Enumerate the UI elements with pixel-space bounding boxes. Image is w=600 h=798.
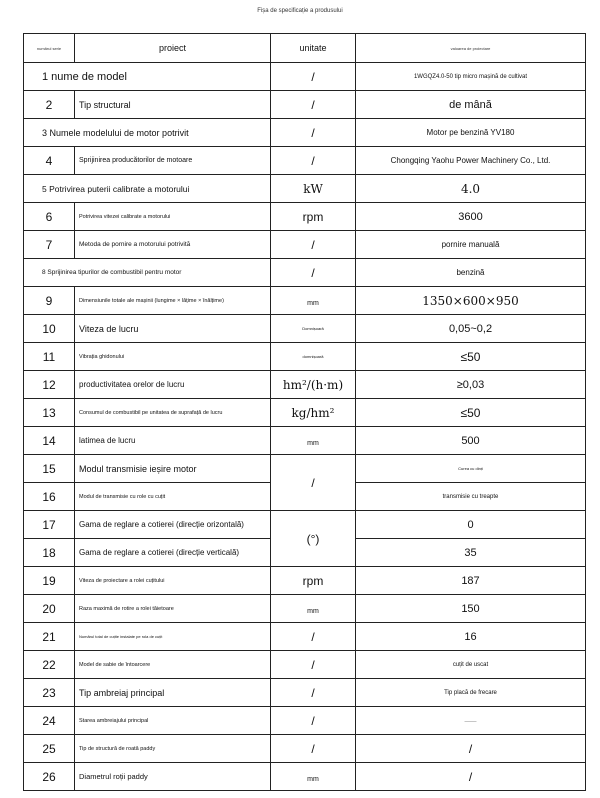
row-number: 24 xyxy=(24,707,75,735)
row-value: Curea cu dinți xyxy=(356,455,586,483)
table-row xyxy=(24,399,586,427)
row-value: 0 xyxy=(356,511,586,539)
row-unit: / xyxy=(271,679,356,707)
row-value: transmisie cu treapte xyxy=(356,483,586,511)
row-unit: / xyxy=(271,623,356,651)
table-row xyxy=(24,119,586,147)
row-number: 17 xyxy=(24,511,75,539)
row-number: 10 xyxy=(24,315,75,343)
row-number: 11 xyxy=(24,343,75,371)
table-row xyxy=(24,287,586,315)
row-project: Potrivirea vitezei calibrate a motorului xyxy=(75,203,271,231)
row-value: ——— xyxy=(356,707,586,735)
document-title: Fișa de specificație a produsului xyxy=(257,8,343,14)
table-row xyxy=(24,427,586,455)
header-serial-no: numărul serie xyxy=(24,34,75,63)
row-value: 1350×600×950 xyxy=(356,287,586,315)
table-row xyxy=(24,231,586,259)
row-number: 20 xyxy=(24,595,75,623)
row-unit: / xyxy=(271,735,356,763)
row-unit: hm²/(h·m) xyxy=(271,371,356,399)
row-project: Dimensiunile totale ale mașinii (lungime × lățime × înălțime) xyxy=(75,287,271,315)
table-header-row xyxy=(24,34,586,63)
row-value: 16 xyxy=(356,623,586,651)
row-number: 19 xyxy=(24,567,75,595)
table-row xyxy=(24,343,586,371)
row-value: ≤50 xyxy=(356,343,586,371)
row-project: Viteza de proiectare a rolei cuțitului xyxy=(75,567,271,595)
table-row xyxy=(24,567,586,595)
row-project: Metoda de pornire a motorului potrivită xyxy=(75,231,271,259)
row-project: Viteza de lucru xyxy=(75,315,271,343)
table-row xyxy=(24,595,586,623)
row-value: / xyxy=(356,735,586,763)
row-project: Sprijinirea producătorilor de motoare xyxy=(75,147,271,175)
row-number: 13 xyxy=(24,399,75,427)
row-number: 15 xyxy=(24,455,75,483)
row-value: Chongqing Yaohu Power Machinery Co., Ltd. xyxy=(356,147,586,175)
row-unit: mm xyxy=(307,775,319,783)
row-unit: rpm xyxy=(271,567,356,595)
row-project: Model de sabie de întoarcere xyxy=(75,651,271,679)
row-unit: mm xyxy=(307,439,319,447)
table-row xyxy=(24,203,586,231)
row-project: 8 Sprijinirea tipurilor de combustibil pentru motor xyxy=(24,259,271,287)
row-value: 1WGQZ4.0-50 tip micro mașină de cultivat xyxy=(356,63,586,91)
row-project: Modul de transmisie cu role cu cuțit xyxy=(75,483,271,511)
row-number: 26 xyxy=(24,763,75,791)
table-row xyxy=(24,455,586,483)
row-value: 3600 xyxy=(356,203,586,231)
row-unit: mm xyxy=(307,607,319,615)
row-number: 25 xyxy=(24,735,75,763)
row-unit: / xyxy=(271,91,356,119)
table-row xyxy=(24,679,586,707)
table-row xyxy=(24,175,586,203)
table-row xyxy=(24,511,586,539)
row-number: 7 xyxy=(24,231,75,259)
row-project: Tip ambreiaj principal xyxy=(75,679,271,707)
table-row xyxy=(24,623,586,651)
row-value: Tip placă de frecare xyxy=(356,679,586,707)
table-row xyxy=(24,259,586,287)
table-row xyxy=(24,735,586,763)
row-number: 18 xyxy=(24,539,75,567)
row-project: Gama de reglare a cotierei (direcție orizontală) xyxy=(75,511,271,539)
row-project: latimea de lucru xyxy=(75,427,271,455)
row-value: Motor pe benzină YV180 xyxy=(356,119,586,147)
table-row xyxy=(24,63,586,91)
row-unit: / xyxy=(271,119,356,147)
row-number: 21 xyxy=(24,623,75,651)
row-unit: kW xyxy=(271,175,356,203)
table-row xyxy=(24,315,586,343)
row-number: 4 xyxy=(24,147,75,175)
row-unit: / xyxy=(271,231,356,259)
row-number: 9 xyxy=(24,287,75,315)
row-unit: kg/hm² xyxy=(271,399,356,427)
row-value: benzină xyxy=(356,259,586,287)
table-row xyxy=(24,763,586,791)
row-number: 16 xyxy=(24,483,75,511)
row-value: 4.0 xyxy=(356,175,586,203)
row-unit: Domnișoară xyxy=(271,315,356,343)
row-value: 500 xyxy=(356,427,586,455)
row-project: Starea ambreiajului principal xyxy=(75,707,271,735)
row-value: de mână xyxy=(356,91,586,119)
row-unit: / xyxy=(271,707,356,735)
row-number: 6 xyxy=(24,203,75,231)
row-number: 2 xyxy=(24,91,75,119)
table-row xyxy=(24,91,586,119)
row-project: Tip structural xyxy=(75,91,271,119)
row-value: 35 xyxy=(356,539,586,567)
header-unit: unitate xyxy=(271,34,356,63)
row-unit: / xyxy=(271,147,356,175)
row-project: 3 Numele modelului de motor potrivit xyxy=(24,119,271,147)
row-project: 5 Potrivirea puterii calibrate a motorului xyxy=(24,175,271,203)
row-project: Modul transmisie ieșire motor xyxy=(75,455,271,483)
row-project: productivitatea orelor de lucru xyxy=(75,371,271,399)
table-row xyxy=(24,147,586,175)
row-number: 22 xyxy=(24,651,75,679)
row-unit: domnișoară xyxy=(271,343,356,371)
row-value: cuțit de uscat xyxy=(356,651,586,679)
row-value: pornire manuală xyxy=(356,231,586,259)
row-value: 150 xyxy=(356,595,586,623)
row-number: 14 xyxy=(24,427,75,455)
row-project: Numărul total de cuțite instalate pe rola de cuțit xyxy=(75,623,271,651)
row-project: 1 nume de model xyxy=(24,63,271,91)
table-row xyxy=(24,707,586,735)
header-value: valoarea de proiectare xyxy=(356,34,586,63)
row-project: Diametrul roții paddy xyxy=(75,763,271,791)
row-value: ≤50 xyxy=(356,399,586,427)
row-project: Consumul de combustibil pe unitatea de suprafață de lucru xyxy=(75,399,271,427)
row-number: 23 xyxy=(24,679,75,707)
header-project: proiect xyxy=(75,34,271,63)
row-unit: rpm xyxy=(271,203,356,231)
row-value: 187 xyxy=(356,567,586,595)
row-value: ≥0,03 xyxy=(356,371,586,399)
row-number: 12 xyxy=(24,371,75,399)
row-unit: / xyxy=(271,651,356,679)
row-value: / xyxy=(356,763,586,791)
table-row xyxy=(24,651,586,679)
row-unit: / xyxy=(271,455,356,511)
row-project: Raza maximă de rotire a rolei tăietoare xyxy=(75,595,271,623)
row-unit: / xyxy=(271,63,356,91)
row-project: Gama de reglare a cotierei (direcție verticală) xyxy=(75,539,271,567)
row-value: 0,05~0,2 xyxy=(356,315,586,343)
row-unit: mm xyxy=(307,299,319,307)
row-unit: / xyxy=(271,259,356,287)
table-row xyxy=(24,371,586,399)
spec-table xyxy=(23,33,586,791)
row-project: Tip de structură de roată paddy xyxy=(75,735,271,763)
row-unit: (°) xyxy=(271,511,356,567)
row-project: Vibrația ghidonului xyxy=(75,343,271,371)
